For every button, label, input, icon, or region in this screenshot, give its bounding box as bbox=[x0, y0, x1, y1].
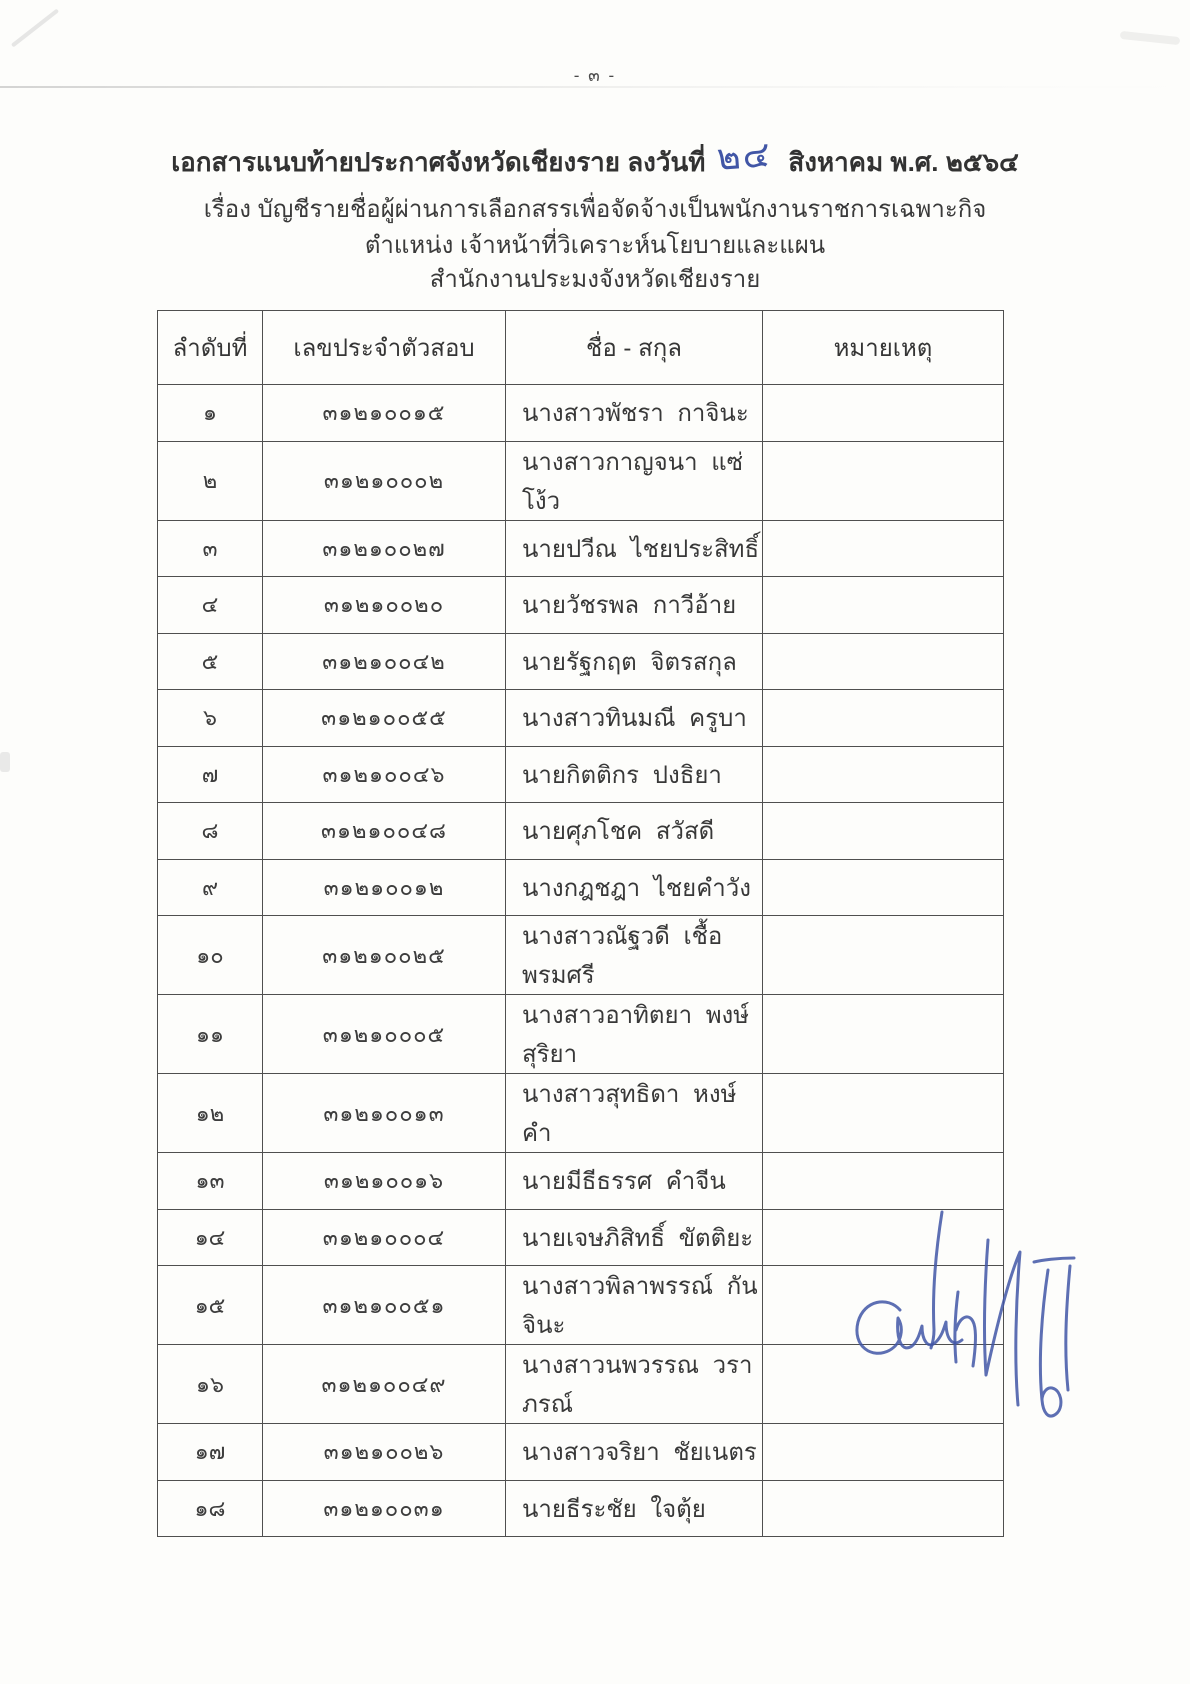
candidate-name-cell: นายวัชรพล กาวีอ้าย bbox=[506, 577, 763, 634]
exam-id-cell: ๓๑๒๑๐๐๔๖ bbox=[263, 746, 506, 803]
table-body bbox=[158, 385, 1004, 1537]
candidate-name-cell: นางกฎชฎา ไชยคำวัง bbox=[506, 859, 763, 916]
remark-cell bbox=[763, 1424, 1004, 1481]
row-number-cell: ๗ bbox=[158, 746, 263, 803]
page-number: - ๓ - bbox=[573, 66, 617, 85]
header-order-number: ลำดับที่ bbox=[158, 311, 263, 385]
remark-cell bbox=[763, 385, 1004, 442]
candidate-name-cell: นางสาวอาทิตยา พงษ์สุริยา bbox=[506, 995, 763, 1074]
remark-cell bbox=[763, 577, 1004, 634]
remark-cell bbox=[763, 1153, 1004, 1210]
remark-cell bbox=[763, 1074, 1004, 1153]
exam-id-cell: ๓๑๒๑๐๐๔๘ bbox=[263, 803, 506, 860]
remark-cell bbox=[763, 1266, 1004, 1345]
candidate-name-cell: นางสาวทินมณี ครูบา bbox=[506, 690, 763, 747]
table-row bbox=[158, 859, 1004, 916]
header-name-surname: ชื่อ - สกุล bbox=[506, 311, 763, 385]
row-number-cell: ๑๑ bbox=[158, 995, 263, 1074]
row-number-cell: ๔ bbox=[158, 577, 263, 634]
candidate-name-cell: นายเจษภิสิทธิ์ ขัตติยะ bbox=[506, 1209, 763, 1266]
remark-cell bbox=[763, 1209, 1004, 1266]
exam-id-cell: ๓๑๒๑๐๐๐๒ bbox=[263, 441, 506, 520]
remark-cell bbox=[763, 995, 1004, 1074]
row-number-cell: ๕ bbox=[158, 633, 263, 690]
table-row bbox=[158, 520, 1004, 577]
remark-cell bbox=[763, 633, 1004, 690]
remark-cell bbox=[763, 803, 1004, 860]
exam-id-cell: ๓๑๒๑๐๐๒๖ bbox=[263, 1424, 506, 1481]
row-number-cell: ๑๗ bbox=[158, 1424, 263, 1481]
row-number-cell: ๑๓ bbox=[158, 1153, 263, 1210]
exam-id-cell: ๓๑๒๑๐๐๐๔ bbox=[263, 1209, 506, 1266]
row-number-cell: ๑๒ bbox=[158, 1074, 263, 1153]
remark-cell bbox=[763, 859, 1004, 916]
header-exam-id: เลขประจำตัวสอบ bbox=[263, 311, 506, 385]
row-number-cell: ๑๖ bbox=[158, 1345, 263, 1424]
row-number-cell: ๑๔ bbox=[158, 1209, 263, 1266]
table-row bbox=[158, 441, 1004, 520]
exam-id-cell: ๓๑๒๑๐๐๒๕ bbox=[263, 916, 506, 995]
subject-line: เรื่อง บัญชีรายชื่อผู้ผ่านการเลือกสรรเพื่อจัดจ้างเป็นพนักงานราชการเฉพาะกิจ bbox=[203, 196, 987, 223]
candidate-name-cell: นางสาวกาญจนา แซ่โง้ว bbox=[506, 441, 763, 520]
exam-id-cell: ๓๑๒๑๐๐๕๑ bbox=[263, 1266, 506, 1345]
exam-id-cell: ๓๑๒๑๐๐๒๗ bbox=[263, 520, 506, 577]
candidate-name-cell: นางสาวสุทธิดา หงษ์คำ bbox=[506, 1074, 763, 1153]
remark-cell bbox=[763, 916, 1004, 995]
table-header bbox=[158, 311, 1004, 385]
table-row bbox=[158, 1480, 1004, 1537]
candidate-name-cell: นางสาวณัฐวดี เชื้อพรมศรี bbox=[506, 916, 763, 995]
table-row bbox=[158, 577, 1004, 634]
candidate-name-cell: นายกิตติกร ปงธิยา bbox=[506, 746, 763, 803]
exam-id-cell: ๓๑๒๑๐๐๔๒ bbox=[263, 633, 506, 690]
remark-cell bbox=[763, 441, 1004, 520]
candidate-name-cell: นางสาวนพวรรณ วราภรณ์ bbox=[506, 1345, 763, 1424]
remark-cell bbox=[763, 746, 1004, 803]
table-row bbox=[158, 633, 1004, 690]
table-row bbox=[158, 1345, 1004, 1424]
row-number-cell: ๑๘ bbox=[158, 1480, 263, 1537]
candidate-name-cell: นางสาวจริยา ชัยเนตร bbox=[506, 1424, 763, 1481]
scan-artifact-left-edge bbox=[0, 752, 10, 772]
position-line: ตำแหน่ง เจ้าหน้าที่วิเคราะห์นโยบายและแผน bbox=[364, 232, 826, 259]
exam-id-cell: ๓๑๒๑๐๐๑๕ bbox=[263, 385, 506, 442]
remark-cell bbox=[763, 520, 1004, 577]
exam-id-cell: ๓๑๒๑๐๐๑๒ bbox=[263, 859, 506, 916]
exam-id-cell: ๓๑๒๑๐๐๕๕ bbox=[263, 690, 506, 747]
table-row bbox=[158, 803, 1004, 860]
table-row bbox=[158, 1424, 1004, 1481]
exam-id-cell: ๓๑๒๑๐๐๐๕ bbox=[263, 995, 506, 1074]
handwritten-date: ๒๔ bbox=[715, 133, 774, 178]
table-row bbox=[158, 690, 1004, 747]
table-row bbox=[158, 916, 1004, 995]
title-prefix: เอกสารแนบท้ายประกาศจังหวัดเชียงราย ลงวันที่ bbox=[171, 147, 706, 177]
exam-id-cell: ๓๑๒๑๐๐๓๑ bbox=[263, 1480, 506, 1537]
candidate-name-cell: นายรัฐกฤต จิตรสกุล bbox=[506, 633, 763, 690]
row-number-cell: ๖ bbox=[158, 690, 263, 747]
exam-id-cell: ๓๑๒๑๐๐๔๙ bbox=[263, 1345, 506, 1424]
row-number-cell: ๑๕ bbox=[158, 1266, 263, 1345]
candidate-name-cell: นายมีธีธรรศ คำจีน bbox=[506, 1153, 763, 1210]
table-row bbox=[158, 995, 1004, 1074]
scan-artifact-top-left bbox=[11, 9, 59, 48]
candidate-name-cell: นางสาวพิลาพรรณ์ กันจินะ bbox=[506, 1266, 763, 1345]
table-row bbox=[158, 1153, 1004, 1210]
exam-id-cell: ๓๑๒๑๐๐๑๓ bbox=[263, 1074, 506, 1153]
table-header-row bbox=[158, 311, 1004, 385]
table-row bbox=[158, 746, 1004, 803]
candidate-name-cell: นายศุภโชค สวัสดี bbox=[506, 803, 763, 860]
exam-id-cell: ๓๑๒๑๐๐๒๐ bbox=[263, 577, 506, 634]
title-suffix: สิงหาคม พ.ศ. ๒๕๖๔ bbox=[788, 147, 1019, 177]
candidate-name-cell: นายธีระชัย ใจตุ้ย bbox=[506, 1480, 763, 1537]
scan-artifact-top-right bbox=[1120, 31, 1181, 45]
remark-cell bbox=[763, 1480, 1004, 1537]
row-number-cell: ๑๐ bbox=[158, 916, 263, 995]
header-remarks: หมายเหตุ bbox=[763, 311, 1004, 385]
candidate-name-cell: นางสาวพัชรา กาจินะ bbox=[506, 385, 763, 442]
exam-id-cell: ๓๑๒๑๐๐๑๖ bbox=[263, 1153, 506, 1210]
row-number-cell: ๙ bbox=[158, 859, 263, 916]
row-number-cell: ๑ bbox=[158, 385, 263, 442]
document-title bbox=[0, 132, 1190, 189]
table-row bbox=[158, 1209, 1004, 1266]
remark-cell bbox=[763, 690, 1004, 747]
table-row bbox=[158, 385, 1004, 442]
row-number-cell: ๘ bbox=[158, 803, 263, 860]
table-row bbox=[158, 1266, 1004, 1345]
candidate-table bbox=[157, 310, 1004, 1537]
row-number-cell: ๓ bbox=[158, 520, 263, 577]
table-row bbox=[158, 1074, 1004, 1153]
office-line: สำนักงานประมงจังหวัดเชียงราย bbox=[429, 266, 761, 293]
row-number-cell: ๒ bbox=[158, 441, 263, 520]
candidate-name-cell: นายปวีณ ไชยประสิทธิ์ bbox=[506, 520, 763, 577]
remark-cell bbox=[763, 1345, 1004, 1424]
